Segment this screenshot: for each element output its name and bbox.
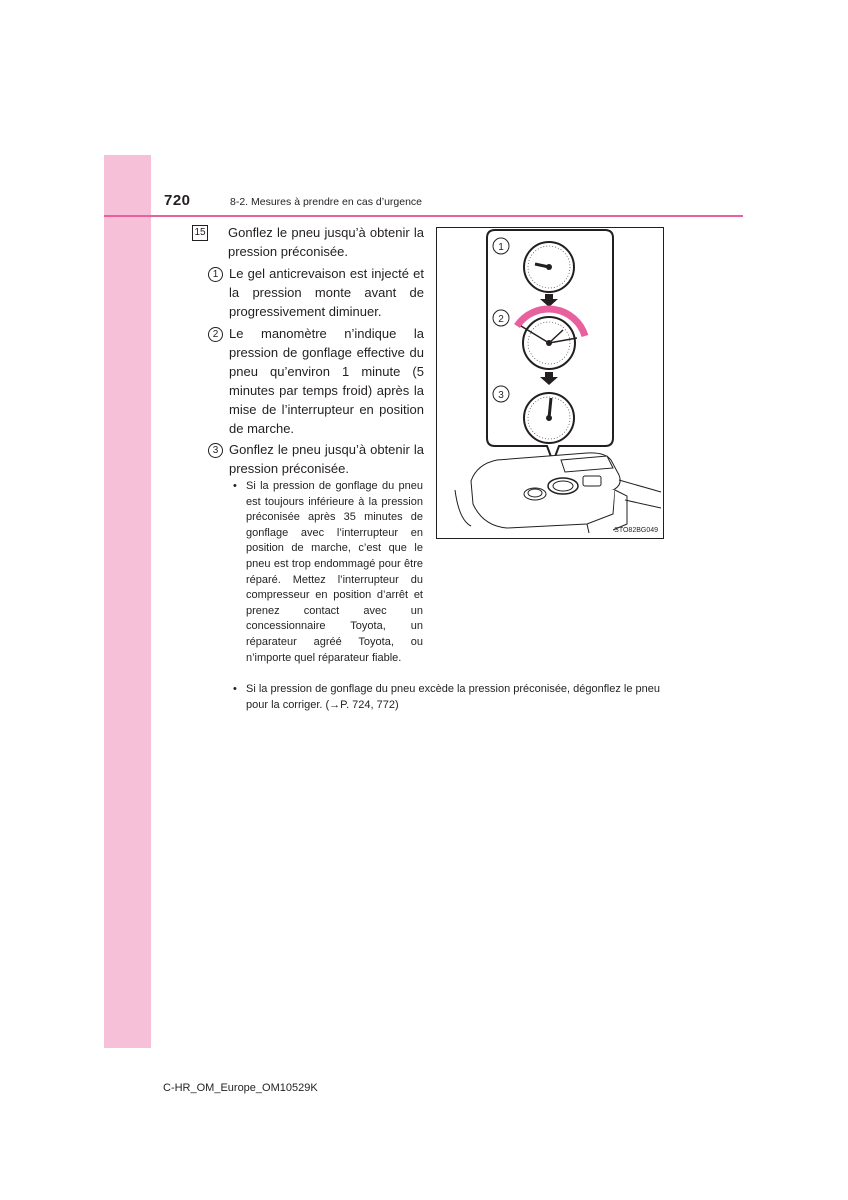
gauge-3 bbox=[524, 393, 574, 443]
page-number: 720 bbox=[164, 192, 191, 209]
bullet-text: Si la pression de gonflage du pneu est toujours inférieure à la pression préconisée après 35 minutes de gonflage avec l’interrupteur en position de marche, c’est que le pneu est trop endommagé pour être réparé. Mettez l’interrupteur du compresseur en position d’arrêt et prenez contact avec un concessionnaire Toyota, un réparateur agréé Toyota, ou n’importe quel réparateur fiable. bbox=[246, 480, 423, 664]
compressor-gauge-illustration bbox=[436, 227, 664, 539]
gauge-1 bbox=[524, 242, 574, 292]
callout-label-1: 1 bbox=[498, 242, 504, 253]
circled-number-3: 3 bbox=[208, 443, 223, 458]
callout-label-2: 2 bbox=[498, 314, 504, 325]
circled-number-1: 1 bbox=[208, 267, 223, 282]
bullet-dot: • bbox=[233, 480, 237, 492]
bullet-text: Si la pression de gonflage du pneu excède la pression préconisée, dégonflez le pneu pour la corriger. (→P. 724, 772) bbox=[246, 683, 661, 711]
substep-text: Le manomètre n’indique la pression de gonflage effective du pneu qu’environ 1 minute (5 minutes par temps froid) après la mise de l’interrupteur en position de marche. bbox=[229, 326, 424, 436]
section-title: 8-2. Mesures à prendre en cas d’urgence bbox=[230, 196, 423, 208]
circled-number-2: 2 bbox=[208, 327, 223, 342]
gauge-needle bbox=[549, 398, 551, 418]
callout-label-3: 3 bbox=[498, 390, 504, 401]
substep-text: Gonflez le pneu jusqu’à obtenir la pression préconisée. bbox=[229, 442, 424, 476]
header-rule bbox=[104, 215, 743, 217]
step-number-box: 15 bbox=[192, 225, 208, 241]
figure-code: STO82BG049 bbox=[614, 527, 658, 534]
step-text: Gonflez le pneu jusqu’à obtenir la pression préconisée. bbox=[228, 225, 424, 259]
substep-text: Le gel anticrevaison est injecté et la pression monte avant de progressivement diminuer. bbox=[229, 266, 424, 319]
document-code: C-HR_OM_Europe_OM10529K bbox=[163, 1082, 318, 1094]
gauge-illustration-svg bbox=[437, 228, 663, 538]
bullet-dot: • bbox=[233, 683, 237, 695]
compressor-unit bbox=[455, 453, 661, 533]
side-color-band bbox=[104, 155, 151, 1048]
